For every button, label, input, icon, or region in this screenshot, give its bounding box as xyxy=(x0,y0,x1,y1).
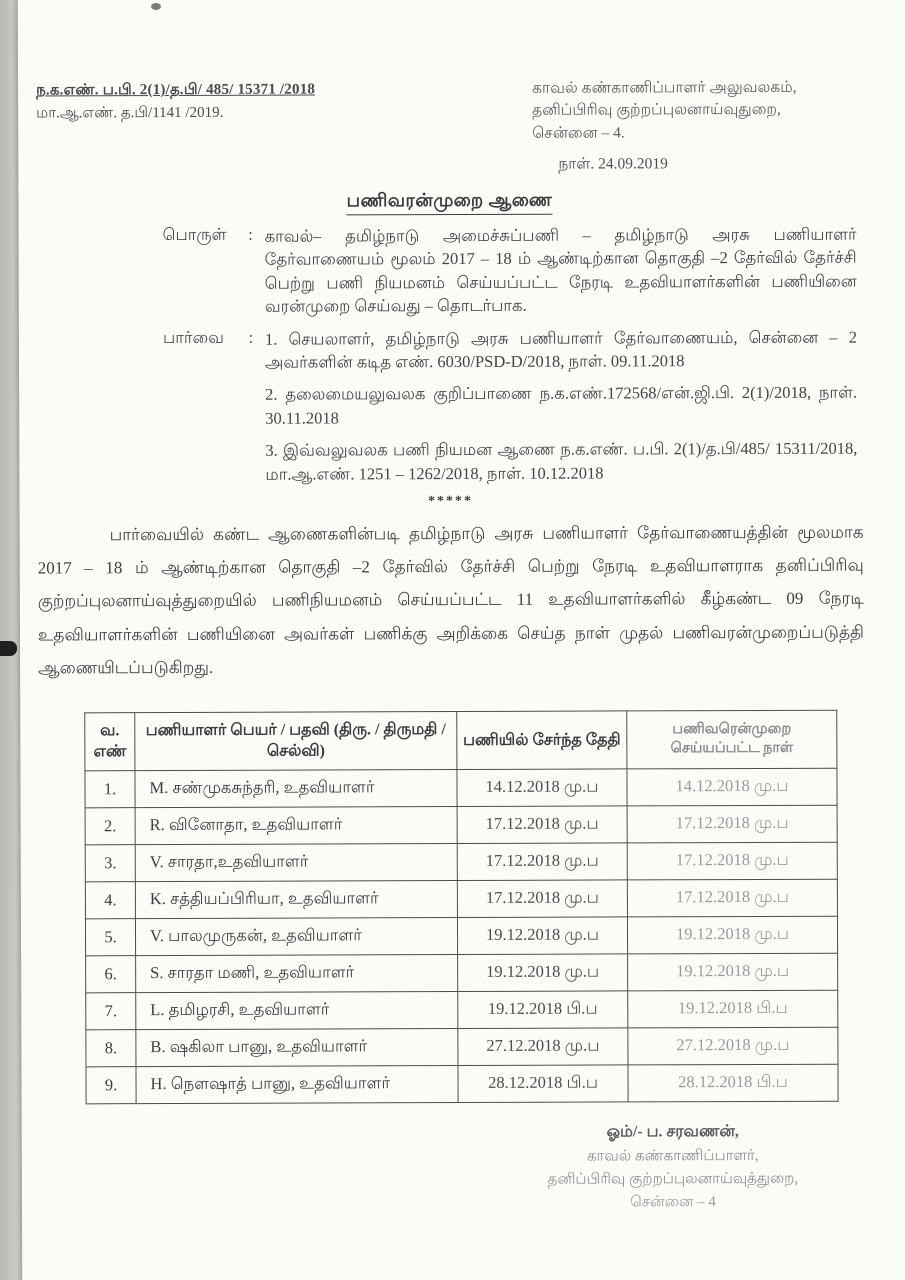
cell-serial: 5. xyxy=(85,919,135,956)
reference-item: 3. இவ்வலுவலக பணி நியமன ஆணை ந.க.எண். ப.பி. 2(1)/த.பி/485/ 15311/2018, மா.ஆ.எண். 1251 – 1262/2018, நாள். 10.12.2018 xyxy=(265,438,858,484)
body-paragraph: பார்வையில் கண்ட ஆணைகளின்படி தமிழ்நாடு அரசு பணியாளர் தேர்வாணையத்தின் மூலமாக 2017 – 18 ம் ஆண்டிற்கான தொகுதி –2 தேர்வில் தேர்ச்சி பெற்று நேரடி உதவியாளராக தனிப்பிரிவு குற்றப்புலனாய்வுத்துறையில் பணிநியமனம் செய்யப்பட்ட 11 உதவியாளர்களில் கீழ்கண்ட 09 நேரடி உதவியாளர்களின் பணியினை அவர்கள் பணிக்கு அறிக்கை செய்த நாள் முதல் பணிவரன்முறைப்படுத்தி ஆணையிடப்படுகிறது. xyxy=(37,522,865,678)
cell-name: L. தமிழரசி, உதவியாளர் xyxy=(136,992,458,1030)
scan-artifact-top-mark xyxy=(151,3,161,10)
signatory-place: சென்னை – 4 xyxy=(630,1194,716,1211)
cell-regularization-date: 19.12.2018 பி.ப xyxy=(628,990,838,1028)
document-content xyxy=(18,0,905,1280)
cell-joining-date: 19.12.2018 மு.ப xyxy=(457,917,627,955)
table-row xyxy=(85,805,837,845)
cell-name: H. நௌஷாத் பானு, உதவியாளர் xyxy=(136,1066,458,1104)
cell-regularization-date: 28.12.2018 பி.ப xyxy=(628,1064,838,1102)
reference-numbers xyxy=(36,78,396,126)
cell-serial: 2. xyxy=(85,808,135,845)
subject-row xyxy=(37,222,863,319)
cell-joining-date: 19.12.2018 மு.ப xyxy=(458,954,628,992)
cell-serial: 1. xyxy=(85,771,135,808)
scan-artifact-ink-mark xyxy=(0,641,17,656)
office-address xyxy=(532,77,862,177)
cell-regularization-date: 14.12.2018 மு.ப xyxy=(627,768,837,806)
header-regularization-date: பணிவரென்முறை செய்யப்பட்ட நாள் xyxy=(627,710,837,769)
document-date: நாள். 24.09.2019 xyxy=(558,155,668,174)
table-header-row xyxy=(85,710,837,771)
order-number: மா.ஆ.எண். த.பி/1141 /2019. xyxy=(36,105,224,122)
document-page xyxy=(18,0,905,1280)
document-header xyxy=(36,77,862,179)
cell-serial: 9. xyxy=(86,1067,136,1104)
file-number: ந.க.எண். ப.பி. 2(1)/த.பி/ 485/ 15371 /2018 xyxy=(36,81,316,99)
office-department-line: தனிப்பிரிவு குற்றப்புலனாய்வுதுறை, xyxy=(532,101,781,120)
cell-name: K. சத்தியப்பிரியா, உதவியாளர் xyxy=(135,881,457,919)
table-row xyxy=(85,879,837,919)
office-name-line: காவல் கண்காணிப்பாளர் அலுவலகம், xyxy=(532,78,797,97)
cell-joining-date: 17.12.2018 மு.ப xyxy=(457,806,627,844)
cell-name: B. ஷகிலா பானு, உதவியாளர் xyxy=(136,1029,458,1067)
cell-regularization-date: 27.12.2018 மு.ப xyxy=(628,1027,838,1065)
table-row xyxy=(86,1027,838,1067)
cell-joining-date: 19.12.2018 பி.ப xyxy=(458,991,628,1029)
document-title: பணிவரன்முறை ஆணை xyxy=(347,190,553,216)
cell-regularization-date: 19.12.2018 மு.ப xyxy=(628,953,838,991)
reference-row xyxy=(37,325,864,486)
cell-regularization-date: 17.12.2018 மு.ப xyxy=(627,805,837,843)
cell-joining-date: 14.12.2018 மு.ப xyxy=(457,769,627,807)
signature-block xyxy=(508,1120,838,1216)
reference-item: 2. தலைமையலுவலக குறிப்பாணை ந.க.எண்.172568/என்.ஜி.பி. 2(1)/2018, நாள். 30.11.2018 xyxy=(265,383,858,428)
cell-name: V. பாலமுருகன், உதவியாளர் xyxy=(135,918,457,956)
cell-serial: 6. xyxy=(86,956,136,993)
cell-joining-date: 27.12.2018 மு.ப xyxy=(458,1028,628,1066)
cell-regularization-date: 17.12.2018 மு.ப xyxy=(627,879,837,917)
signatory-name: ஓம்/- ப. சரவணன், xyxy=(606,1123,739,1141)
cell-serial: 4. xyxy=(85,882,135,919)
cell-name: R. வினோதா, உதவியாளர் xyxy=(135,807,457,845)
reference-label: பார்வை xyxy=(162,327,224,347)
cell-regularization-date: 19.12.2018 மு.ப xyxy=(627,916,837,954)
cell-regularization-date: 17.12.2018 மு.ப xyxy=(627,842,837,880)
title-row xyxy=(36,188,862,216)
table-row xyxy=(86,953,838,993)
reference-list xyxy=(265,325,858,486)
signatory-department: தனிப்பிரிவு குற்றப்புலனாய்வுத்துறை, xyxy=(547,1170,799,1188)
cell-joining-date: 17.12.2018 மு.ப xyxy=(457,880,627,918)
cell-joining-date: 28.12.2018 பி.ப xyxy=(458,1065,628,1103)
office-city-line: சென்னை – 4. xyxy=(532,124,625,142)
separator-stars: ***** xyxy=(427,494,474,510)
cell-name: S. சாரதா மணி, உதவியாளர் xyxy=(136,955,458,993)
table-row xyxy=(86,990,838,1030)
table-row xyxy=(86,1064,838,1104)
header-serial-number: வ. எண் xyxy=(85,712,135,770)
cell-joining-date: 17.12.2018 மு.ப xyxy=(457,843,627,881)
cell-serial: 8. xyxy=(86,1030,136,1067)
header-joining-date: பணியில் சேர்ந்த தேதி xyxy=(457,711,627,770)
table-row xyxy=(85,842,837,882)
subject-label: பொருள் xyxy=(162,224,227,244)
subject-text: காவல்– தமிழ்நாடு அமைச்சுப்பணி – தமிழ்நாடு அரசு பணியாளர் தேர்வாணையம் மூலம் 2017 – 18 ம் ஆண்டிற்கான தொகுதி –2 தேர்வில் தேர்ச்சி பெற்று பணி நியமனம் செய்யப்பட்ட நேரடி உதவியாளர்களின் பணியினை வரன்முறை செய்வது – தொடர்பாக. xyxy=(264,224,857,316)
reference-colon: : xyxy=(248,327,254,347)
header-employee-name: பணியாளர் பெயர் / பதவி (திரு. / திருமதி / செல்வி) xyxy=(135,711,457,770)
cell-serial: 3. xyxy=(85,845,135,882)
reference-item: 1. செயலாளர், தமிழ்நாடு அரசு பணியாளர் தேர்வாணையம், சென்னை – 2 அவர்களின் கடித எண். 6030/PSD-D/2018, நாள். 09.11.2018 xyxy=(264,327,857,372)
cell-name: V. சாரதா,உதவியாளர் xyxy=(135,844,457,882)
cell-serial: 7. xyxy=(86,993,136,1030)
cell-name: M. சண்முகசுந்தரி, உதவியாளர் xyxy=(135,770,457,808)
subject-colon: : xyxy=(248,224,253,244)
table-row xyxy=(85,916,837,956)
staff-table xyxy=(84,709,838,1104)
signatory-designation: காவல் கண்காணிப்பாளர், xyxy=(586,1147,759,1165)
table-row xyxy=(85,768,837,808)
